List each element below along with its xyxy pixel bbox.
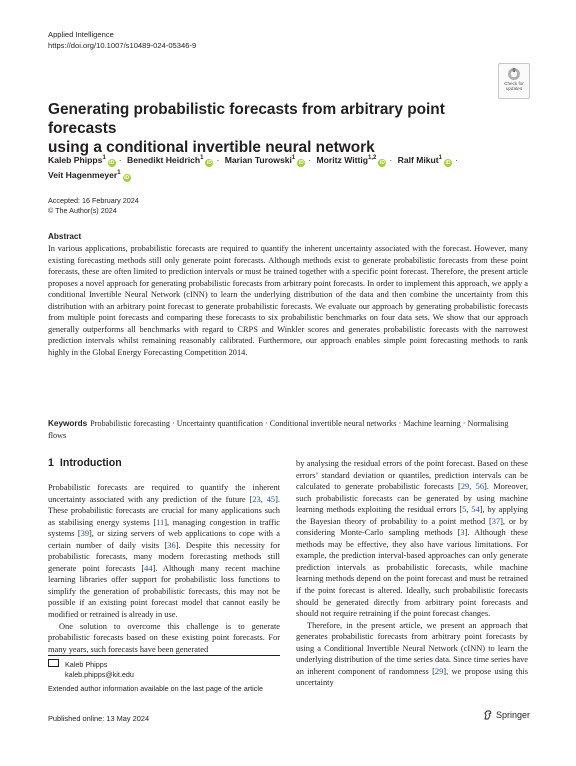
section-heading	[48, 457, 122, 469]
author[interactable]: Marian Turowski$^1$iD	[224, 154, 304, 166]
citation-link[interactable]: 23	[252, 494, 261, 504]
footnote-divider	[48, 655, 280, 656]
paragraph: Therefore, in the present article, we present an approach that generates probabilistic forecasts from arbitrary point forecasts by using a Conditional Invertible Neural Network (cINN) to learn the underlying distribution of the time series data. Since time series have an inherent component of randomness [29], we propose using this uncertainty	[296, 620, 528, 688]
check-for-updates-line1: Check for	[504, 81, 524, 86]
section-title: Introduction	[59, 457, 122, 469]
check-for-updates-line2: updates	[505, 86, 523, 91]
contact-name: Kaleb Phipps	[65, 660, 108, 669]
paragraph: by analysing the residual errors of the point forecast. Based on these errors’ standard deviation or quantiles, prediction intervals can be calculated to generate probabilistic forecasts [29, 56]. Moreover, such probabilistic forecasts can be generated by using machine learning methods exploiting the residual errors [5, 54], by applying the Bayesian theory of probability to a point method [37], or by considering Monte-Carlo sampling methods [3]. Although these methods may be effective, they also have various limitations. For example, the prediction interval-based approaches can only generate prediction intervals as probabilistic forecasts, while machine learning methods depend on the point forecast and must be retrained if the point forecast is altered. Ideally, such probabilistic forecasts should be generated directly from arbitrary point forecasts and should not require retraining if the point forecast changes.	[296, 459, 528, 619]
orcid-icon[interactable]: iD	[124, 174, 130, 181]
corresponding-author	[48, 659, 134, 680]
abstract-heading: Abstract	[48, 232, 82, 241]
orcid-icon[interactable]: iD	[206, 159, 212, 166]
paragraph: Probabilistic forecasts are required to quantify the inherent uncertainty associated with any prediction of the future [23, 45]. These probabilistic forecasts are crucial for many applications such as stabilising energy systems [11], managing congestion in traffic systems [39], or sizing servers of web applications to cope with a certain number of daily visits [36]. Despite this necessity for probabilistic forecasts, many modern forecasting methods still generate point forecasts [44]. Although many recent machine learning libraries offer support for probabilistic loss functions to simplify the generation of probabilistic forecasts, this may not be possible if an existing point forecast model that cannot easily be modified or retrained is already in use.	[48, 483, 281, 620]
citation-link[interactable]: 29	[460, 482, 470, 492]
body-column-right	[296, 458, 528, 689]
orcid-icon[interactable]: iD	[109, 159, 115, 166]
keywords-label: Keywords	[48, 419, 88, 428]
orcid-icon[interactable]: iD	[298, 159, 304, 166]
publisher-name: Springer	[496, 710, 531, 720]
citation-link[interactable]: 45	[266, 494, 276, 504]
check-for-updates-badge[interactable]	[498, 63, 530, 99]
abstract-text: In various applications, probabilistic forecasts are required to quantify the inherent uncertainty associated with the forecast. However, many existing forecasting methods still only generate point forecasts. Although methods exist to generate probabilistic forecasts from these point forecasts, these are often limited to prediction intervals or must be trained together with a specific point forecast. Therefore, the present article proposes a novel approach for generating probabilistic forecasts from arbitrary point forecasts. In order to implement this approach, we apply a conditional Invertible Neural Network (cINN) to learn the underlying distribution of the data and then combine the uncertainty from this distribution with an arbitrary point forecast to generate probabilistic forecasts. We evaluate our approach by generating probabilistic forecasts from multiple point forecasts and comparing these forecasts to six probabilistic benchmarks on four data sets. We show that our approach generally outperforms all benchmarks with regard to CRPS and Winkler scores and generates probabilistic forecasts with the narrowest prediction intervals whilst remaining reasonably calibrated. Furthermore, our approach enables simple point forecasting methods to rank highly in the Global Energy Forecasting Competition 2014.	[48, 244, 528, 357]
doi-link[interactable]: https://doi.org/10.1007/s10489-024-05346-9	[48, 41, 197, 50]
citation-link[interactable]: 36	[167, 540, 176, 550]
paragraph: One solution to overcome this challenge is to generate probabilistic forecasts based on these existing point forecasts. For many years, such forecasts have been generated	[48, 621, 280, 654]
citation-link[interactable]: 56	[475, 482, 485, 492]
citation-link[interactable]: 11	[156, 517, 165, 527]
author[interactable]: Benedikt Heidrich$^1$iD	[127, 154, 212, 166]
accepted-date: Accepted: 16 February 2024	[48, 196, 139, 205]
envelope-icon	[48, 659, 59, 667]
published-date: Published online: 13 May 2024	[48, 714, 150, 723]
copyright-line: © The Author(s) 2024	[48, 205, 117, 215]
citation-link[interactable]: 54	[471, 505, 480, 515]
journal-name: Applied Intelligence	[48, 30, 114, 39]
extended-info-note: Extended author information available on the last page of the article	[48, 684, 263, 693]
citation-link[interactable]: 39	[80, 529, 89, 539]
author[interactable]: Veit Hagenmeyer$^1$iD	[48, 169, 130, 181]
check-for-updates-icon	[507, 67, 521, 81]
author[interactable]: Ralf Mikut$^1$iD	[397, 154, 451, 166]
citation-link[interactable]: 44	[144, 563, 153, 573]
journal-header	[48, 29, 196, 51]
paper-title	[48, 100, 488, 157]
body-column-left	[48, 482, 280, 655]
citation-link[interactable]: 29	[434, 666, 444, 676]
contact-email[interactable]: kaleb.phipps@kit.edu	[65, 670, 134, 679]
citation-link[interactable]: 5	[462, 505, 467, 515]
springer-horse-icon	[483, 710, 493, 720]
author[interactable]: Kaleb Phipps$^1$iD	[48, 154, 115, 166]
citation-link[interactable]: 37	[491, 516, 501, 526]
title-line-1: Generating probabilistic forecasts from arbitrary point forecasts	[48, 101, 445, 137]
title-line-2: using a conditional invertible neural network	[48, 139, 375, 156]
publisher-logo	[483, 710, 530, 720]
orcid-icon[interactable]: iD	[445, 159, 451, 166]
author[interactable]: Moritz Wittig$^{1,2}$iD	[316, 154, 385, 166]
keywords	[48, 418, 528, 441]
keywords-list: Probabilistic forecasting · Uncertainty quantification · Conditional invertible neural networks · Machine learning · Normalising flows	[48, 419, 509, 440]
citation-link[interactable]: 3	[460, 528, 465, 538]
publication-dates	[48, 196, 139, 215]
section-number: 1	[48, 457, 54, 469]
author-list: Kaleb Phipps$^1$iD · Benedikt Heidrich$^1$iD · Marian Turowski$^1$iD · Moritz Wittig$^{1,2}$iD · Ralf Mikut$^1$iD · Veit Hagenmeyer$^1$iD	[48, 154, 458, 181]
orcid-icon[interactable]: iD	[379, 159, 385, 166]
